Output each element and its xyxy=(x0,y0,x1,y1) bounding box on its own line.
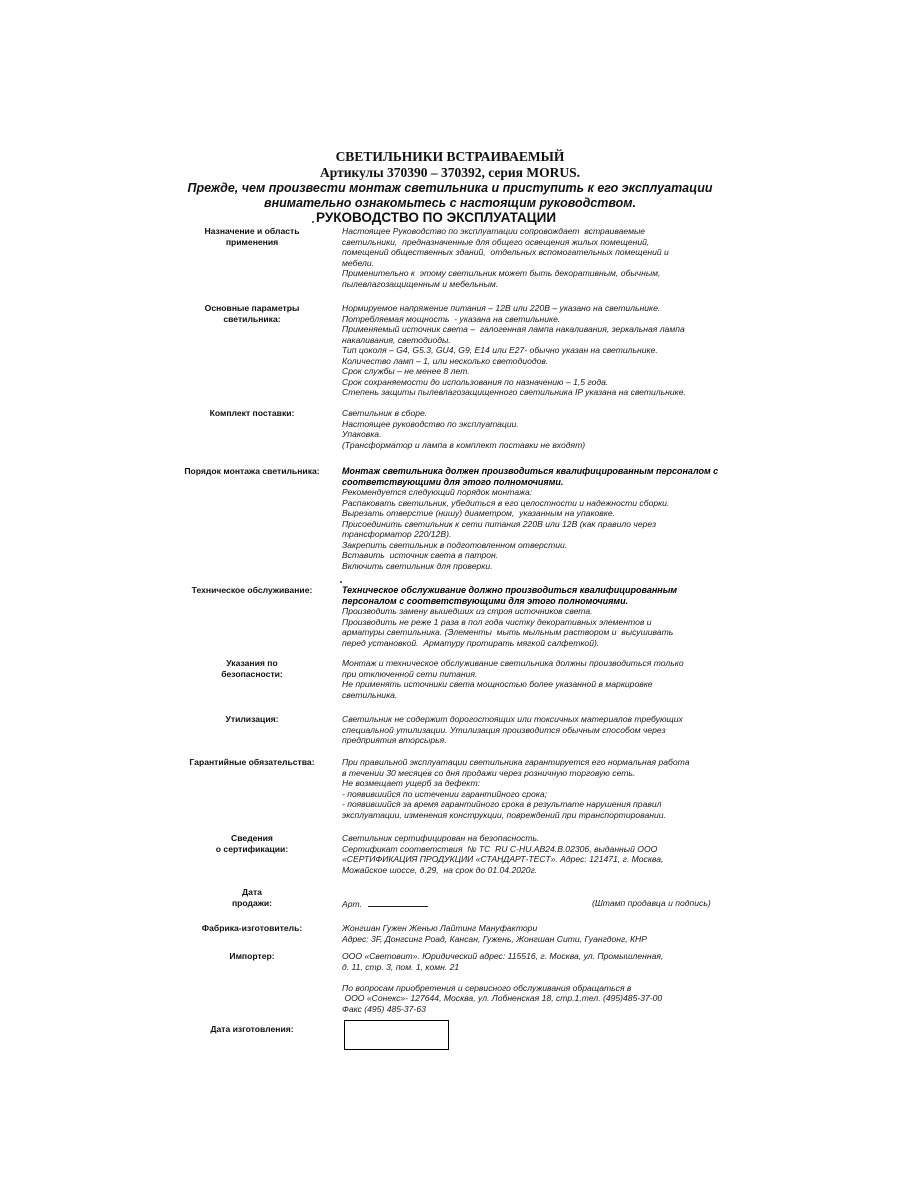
section-label xyxy=(167,303,337,324)
section-content xyxy=(342,658,732,700)
section-content-line: соответствующими для этого полномочиями. xyxy=(342,476,564,487)
section-content-line: Не применять источники света мощностью более указанной в маркировке xyxy=(342,679,653,689)
section-content-line: Настоящее руководство по эксплуатации. xyxy=(342,418,519,429)
section-content-line: Потребляемая мощность - указана на светильнике. xyxy=(342,313,561,324)
section-content-line: Светильник сертифицирован на безопасность. xyxy=(342,833,540,843)
section-content-line: Срок сохраняемости до использования по назначению – 1,5 года. xyxy=(342,376,609,387)
section-content-line: светильники, предназначенные для общего освещения жилых помещений, xyxy=(342,236,650,247)
section-content-line: Сертификат соответствия № ТС RU С-HU.АВ24.В.02306, выданный ООО xyxy=(342,843,658,854)
section-content-line: Нормируемое напряжение питания – 12В или 220В – указано на светильнике. xyxy=(342,303,661,313)
section-content-line: арматуры светильника. (Элементы мыть мыльным раствором и высушивать xyxy=(342,627,674,637)
section-label xyxy=(167,1024,337,1035)
section-label-line: Гарантийные обязательства: xyxy=(189,757,315,767)
section-label-line: Дата изготовления: xyxy=(210,1024,294,1034)
section-label-line: Импортер: xyxy=(229,951,275,961)
section-label xyxy=(167,226,337,247)
section-content-line: (Трансформатор и лампа в комплект поставки не входят) xyxy=(342,439,586,450)
dot-mark xyxy=(340,581,342,583)
section-label-line: Сведения xyxy=(231,833,273,843)
section-content-line: специальной утилизации. Утилизация производится обычным способом через xyxy=(342,724,666,735)
sale-art-field xyxy=(342,898,428,909)
section-content-line: в течении 30 месяцев со дня продажи через розничную торговую сеть. xyxy=(342,767,636,778)
section-content xyxy=(342,408,732,450)
section-content-line: накаливания, светодиоды. xyxy=(342,334,451,345)
section-label xyxy=(167,408,337,419)
section-label xyxy=(167,466,337,477)
section-label-line: продажи: xyxy=(231,897,273,908)
section-label xyxy=(167,951,337,962)
section-label-line: о сертификации: xyxy=(215,843,289,854)
section-content-line xyxy=(342,972,732,983)
section-content-line: перед установкой. Арматуру протирать мягкой салфеткой). xyxy=(342,637,600,648)
section-label-line: Основные параметры xyxy=(204,303,300,313)
intro-line-2: внимательно ознакомьтесь с настоящим руководством. xyxy=(264,196,636,210)
section-label-line: Утилизация: xyxy=(225,714,279,724)
section-content-line: «СЕРТИФИКАЦИЯ ПРОДУКЦИИ «СТАНДАРТ-ТЕСТ». Адрес: 121471, г. Москва, xyxy=(342,854,664,864)
section-content xyxy=(342,585,732,648)
section-content-line: Применительно к этому светильник может быть декоративным, обычным, xyxy=(342,268,661,278)
section-content-line: - появившийся за время гарантийного срока в результате нарушения правил xyxy=(342,799,662,809)
section-label xyxy=(167,585,337,596)
section-content-line: предприятия вторсырья. xyxy=(342,735,447,745)
manufacture-date-box xyxy=(344,1020,449,1050)
section-content-line: Вырезать отверстие (нишу) диаметром, указанным на упаковке. xyxy=(342,508,615,518)
section-label-line: Техническое обслуживание: xyxy=(191,585,313,595)
section-content-line: при отключенной сети питания. xyxy=(342,668,478,679)
dot-mark xyxy=(312,221,314,223)
section-label xyxy=(167,658,337,679)
section-content-line: ООО «Световит». Юридический адрес: 115516, г. Москва, ул. Промышленная, xyxy=(342,951,664,961)
section-content-line: Вставить источник света в патрон. xyxy=(342,550,499,560)
section-label-line: Дата xyxy=(242,887,262,897)
section-content-line: Не возмещает ущерб за дефект: xyxy=(342,778,480,788)
section-label xyxy=(167,887,337,908)
sale-art-label: Арт. xyxy=(342,899,362,909)
section-content-line: Присоединить светильник к сети питания 220В или 12В (как правило через xyxy=(342,518,657,529)
section-content-line: Монтаж светильника должен производиться квалифицированным персоналом с xyxy=(342,466,719,476)
section-label-line: Назначение и область xyxy=(204,226,300,236)
section-content-line: д. 11, стр. 3, пом. 1, комн. 21 xyxy=(342,961,460,972)
section-content-line: Можайское шоссе, д.29, на срок до 01.04.2020г. xyxy=(342,864,538,875)
section-content-line: По вопросам приобретения и сервисного обслуживания обращаться в xyxy=(342,982,632,993)
section-label-line: Комплект поставки: xyxy=(209,408,295,418)
section-content-line: светильника. xyxy=(342,689,398,700)
sale-art-underline xyxy=(368,898,428,907)
section-content-line: Распаковать светильник, убедиться в его целостности и надежности сборки. xyxy=(342,497,670,508)
document-subtitle: Артикулы 370390 – 370392, серия MORUS. xyxy=(320,165,580,180)
section-content-line: Применяемый источник света – галогенная лампа накаливания, зеркальная лампа xyxy=(342,324,685,334)
section-content-line: персоналом с соответствующими для этого полномочиями. xyxy=(342,595,629,606)
section-content-line: помещений общественных зданий, отдельных вспомогательных помещений и xyxy=(342,247,669,257)
section-content-line: Количество ламп – 1, или несколько светодиодов. xyxy=(342,355,549,366)
section-content-line: Светильник не содержит дорогостоящих или токсичных материалов требующих xyxy=(342,714,683,724)
intro-line-1: Прежде, чем произвести монтаж светильника и приступить к его эксплуатации xyxy=(187,181,713,195)
section-content-line: Факс (495) 485-37-63 xyxy=(342,1003,426,1014)
section-content-line: Техническое обслуживание должно производиться квалифицированным xyxy=(342,585,678,595)
section-content-line: пылевлагозащищенным и мебельным. xyxy=(342,278,499,289)
section-content-line: Тип цоколя – G4, G5.3, GU4, G9, E14 или E27- обычно указан на светильнике. xyxy=(342,345,658,355)
section-content xyxy=(342,466,732,571)
section-content-line: трансформатор 220/12В). xyxy=(342,529,452,539)
section-label-line: Фабрика-изготовитель: xyxy=(201,923,303,933)
section-content xyxy=(342,303,732,398)
section-content-line: Упаковка. xyxy=(342,429,382,439)
section-content-line: Закрепить светильник в подготовленном отверстии. xyxy=(342,539,568,550)
section-content xyxy=(342,923,732,944)
section-content-line: При правильной эксплуатации светильника гарантируется его нормальная работа xyxy=(342,757,690,767)
section-label xyxy=(167,757,337,768)
section-content-line: Рекомендуется следующий порядок монтажа: xyxy=(342,487,533,497)
section-label-line: применения xyxy=(225,236,279,247)
stamp-note: (Штамп продавца и подпись) xyxy=(592,898,711,908)
section-content-line: Жонгшан Гужен Женью Лайтинг Мануфактори xyxy=(342,923,538,933)
section-content-line: Настоящее Руководство по эксплуатации сопровождает встраиваемые xyxy=(342,226,646,236)
section-content-line: Монтаж и техническое обслуживание светильника должны производиться только xyxy=(342,658,684,668)
section-content-line: Степень защиты пылевлагозащищенного светильника IP указана на светильнике. xyxy=(342,387,686,397)
section-content-line: Включить светильник для проверки. xyxy=(342,560,493,571)
intro-warning xyxy=(160,181,740,211)
section-content xyxy=(342,833,732,875)
section-content-line: Светильник в сборе. xyxy=(342,408,428,418)
manual-title: РУКОВОДСТВО ПО ЭКСПЛУАТАЦИИ xyxy=(316,210,557,225)
section-content xyxy=(342,226,732,289)
section-label-line: безопасности: xyxy=(221,668,283,679)
document-title: СВЕТИЛЬНИКИ ВСТРАИВАЕМЫЙ xyxy=(335,149,565,164)
section-content xyxy=(342,757,732,820)
section-content-line: мебели. xyxy=(342,257,375,268)
section-content-line: - появившийся по истечении гарантийного срока; xyxy=(342,788,548,799)
section-label xyxy=(167,923,337,934)
section-content-line: эксплуатации, изменения конструкции, повреждений при транспортировании. xyxy=(342,809,666,820)
section-content-line: ООО «Сонекс»- 127644, Москва, ул. Лобненская 18, стр.1,тел. (495)485-37-00 xyxy=(342,993,663,1003)
section-content xyxy=(342,714,732,746)
section-label-line: Порядок монтажа светильника: xyxy=(184,466,320,476)
section-label-line: Указания по xyxy=(226,658,278,668)
section-label xyxy=(167,833,337,854)
section-label-line: светильника: xyxy=(223,313,281,324)
section-content-line: Производить замену вышедших из строя источников света. xyxy=(342,606,593,616)
section-content-line: Производить не реже 1 раза в пол года чистку декоративных элементов и xyxy=(342,616,652,627)
section-label xyxy=(167,714,337,725)
section-content-line: Адрес: 3F, Донгсинг Роад, Кансан, Гужень, Жонгшан Сити, Гуангдонг, КНР xyxy=(342,933,647,944)
section-content xyxy=(342,951,732,1014)
section-content-line: Срок службы – не менее 8 лет. xyxy=(342,366,470,376)
